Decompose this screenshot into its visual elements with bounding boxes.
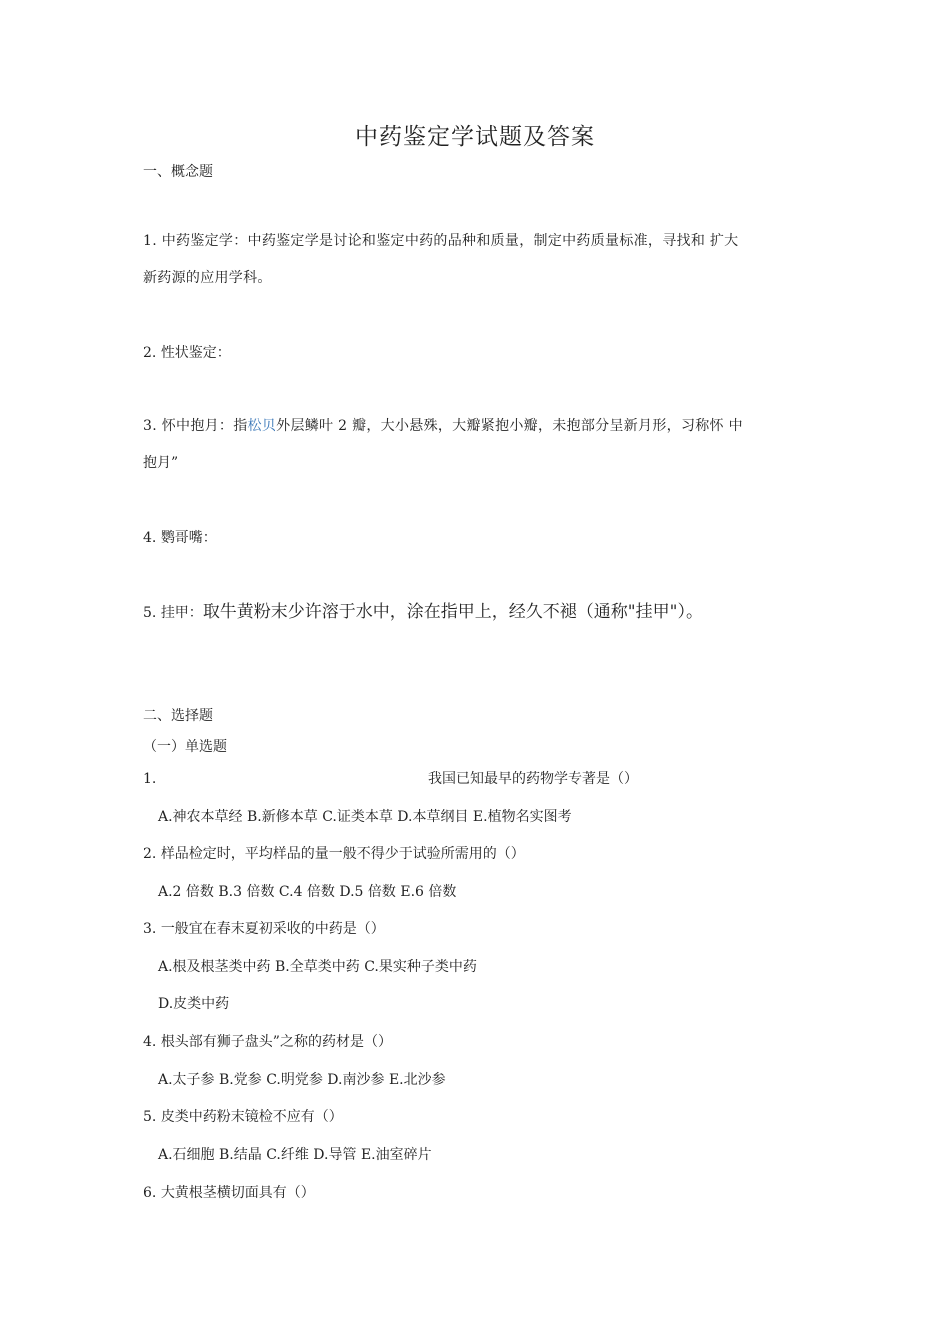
question-3 (143, 919, 385, 939)
item-number: 1. (143, 233, 157, 249)
item-number: 3. (143, 418, 157, 434)
question-number: 5. (143, 1109, 157, 1125)
concept-item-1 (143, 231, 738, 251)
item-number: 5. (143, 605, 157, 621)
document-title: 中药鉴定学试题及答案 (355, 124, 595, 150)
item-text-pre: 怀中抱月：指 (161, 418, 248, 434)
concept-item-5 (143, 600, 703, 625)
section-heading-choice: 二、选择题 (143, 708, 213, 724)
item-number: 4. (143, 530, 157, 546)
question-1-number: 1. (143, 771, 157, 787)
item-text: 鹦哥嘴： (160, 530, 217, 546)
question-3-options: A.根及根茎类中药 B.全草类中药 C.果实种子类中药 (158, 959, 477, 975)
question-5-options: A.石细胞 B.结晶 C.纤维 D.导管 E.油室碎片 (158, 1147, 432, 1163)
concept-item-2 (143, 343, 231, 363)
concept-item-3-continued: 抱月” (143, 455, 179, 471)
item-text: 性状鉴定： (160, 345, 231, 361)
item-label: 挂甲： (160, 605, 203, 621)
question-5 (143, 1107, 343, 1127)
question-2-options: A.2 倍数 B.3 倍数 C.4 倍数 D.5 倍数 E.6 倍数 (158, 884, 457, 900)
question-2 (143, 844, 525, 864)
question-1-text: 我国已知最早的药物学专著是（） (428, 771, 638, 787)
herb-link-songbei[interactable]: 松贝 (247, 418, 277, 434)
question-4 (143, 1032, 392, 1052)
question-text: 根头部有狮子盘头”之称的药材是（） (160, 1034, 392, 1050)
question-text: 一般宜在春末夏初采收的中药是（） (160, 921, 385, 937)
question-1-options: A.神农本草经 B.新修本草 C.证类本草 D.本草纲目 E.植物名实图考 (158, 809, 572, 825)
question-number: 3. (143, 921, 157, 937)
concept-item-4 (143, 528, 217, 548)
question-text: 大黄根茎横切面具有（） (160, 1185, 315, 1201)
item-text: 取牛黄粉末少许溶于水中，涂在指甲上，经久不褪（通称"挂甲"）。 (202, 602, 703, 622)
question-3-options-continued: D.皮类中药 (158, 996, 230, 1012)
concept-item-3 (143, 416, 743, 436)
item-number: 2. (143, 345, 157, 361)
question-4-options: A.太子参 B.党参 C.明党参 D.南沙参 E.北沙参 (158, 1072, 446, 1088)
question-text: 样品检定时，平均样品的量一般不得少于试验所需用的（） (160, 846, 525, 862)
section-heading-concepts: 一、概念题 (143, 164, 213, 180)
subsection-heading-single-choice: （一）单选题 (143, 739, 227, 755)
question-text: 皮类中药粉末镜检不应有（） (160, 1109, 343, 1125)
question-number: 6. (143, 1185, 157, 1201)
question-number: 2. (143, 846, 157, 862)
concept-item-1-continued: 新药源的应用学科。 (143, 270, 272, 286)
item-text-post: 外层鳞叶 2 瓣，大小悬殊，大瓣紧抱小瓣，未抱部分呈新月形，习称怀 中 (276, 418, 743, 434)
item-text: 中药鉴定学：中药鉴定学是讨论和鉴定中药的品种和质量，制定中药质量标准，寻找和 扩大 (161, 233, 739, 249)
question-number: 4. (143, 1034, 157, 1050)
question-6 (143, 1183, 315, 1203)
